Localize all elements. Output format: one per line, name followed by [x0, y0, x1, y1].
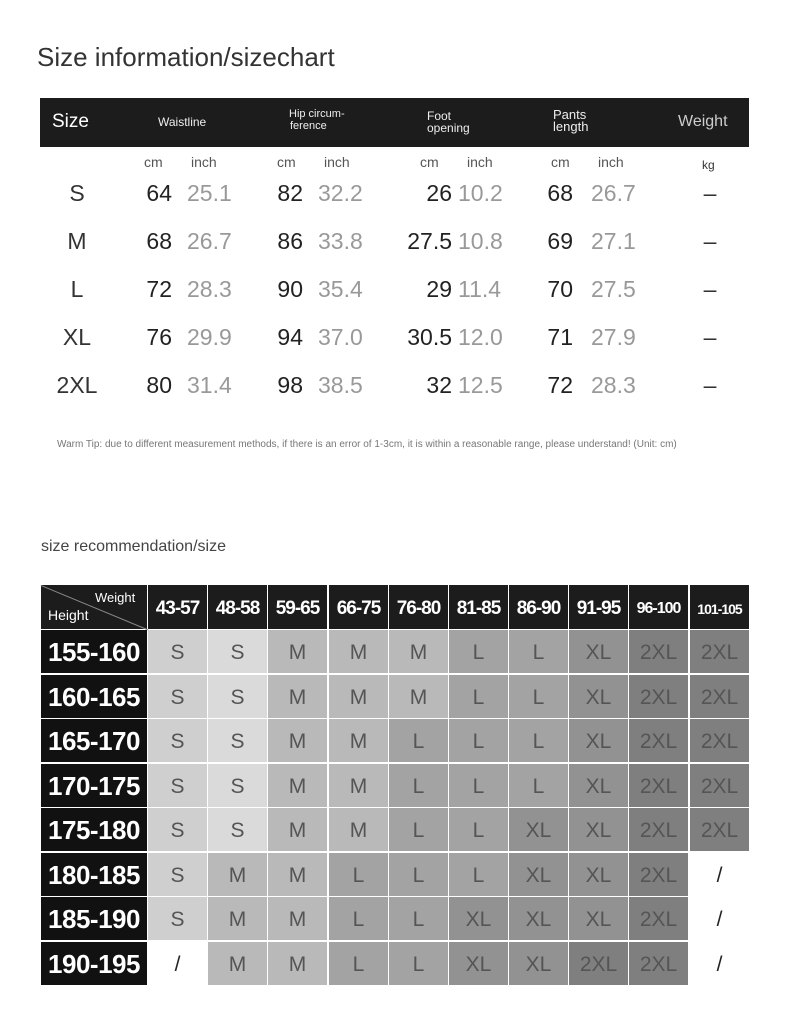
- size-cell: XL: [569, 719, 628, 762]
- warm-tip: Warm Tip: due to different measurement methods, if there is an error of 1-3cm, it is within a reasonable range, please understand! (Unit: cm): [57, 439, 677, 450]
- size-cell: 2XL: [690, 808, 749, 851]
- size-cell: XL: [569, 808, 628, 851]
- header-foot-opening: [427, 110, 487, 134]
- size-cell: L: [329, 942, 388, 985]
- size-cell: M: [208, 853, 267, 896]
- height-header: 155-160: [41, 630, 147, 673]
- height-header: 175-180: [41, 808, 147, 851]
- size-cell: L: [509, 675, 568, 718]
- weight-header: 101-105: [690, 585, 749, 629]
- size-cell: S: [208, 630, 267, 673]
- size-cell: S: [208, 719, 267, 762]
- weight-header: 86-90: [509, 585, 568, 629]
- size-chart-title: Size information/sizechart: [37, 42, 335, 72]
- row-foot-cm: 26: [426, 180, 452, 206]
- row-size: 2XL: [56, 372, 98, 398]
- row-weight: –: [703, 372, 717, 398]
- size-cell: S: [148, 853, 207, 896]
- size-cell: L: [449, 808, 508, 851]
- row-pants-cm: 72: [547, 372, 573, 398]
- size-cell: 2XL: [629, 897, 688, 940]
- recommendation-title: size recommendation/size: [41, 538, 226, 555]
- size-cell: 2XL: [569, 942, 628, 985]
- corner-weight-label: Weight: [95, 590, 136, 605]
- header-pants-length: [553, 109, 613, 133]
- size-cell: S: [148, 764, 207, 807]
- weight-header: 48-58: [208, 585, 267, 629]
- row-waist-cm: 76: [146, 324, 172, 350]
- size-cell: L: [449, 764, 508, 807]
- size-cell: /: [690, 897, 749, 940]
- size-cell: L: [449, 719, 508, 762]
- size-cell: M: [268, 808, 327, 851]
- row-pants-cm: 71: [547, 324, 573, 350]
- row-pants-cm: 68: [547, 180, 573, 206]
- size-cell: M: [268, 942, 327, 985]
- row-waist-cm: 72: [146, 276, 172, 302]
- row-foot-cm: 27.5: [407, 228, 452, 254]
- row-weight: –: [703, 276, 717, 302]
- size-cell: 2XL: [690, 675, 749, 718]
- row-weight: –: [703, 180, 717, 206]
- size-cell: /: [690, 942, 749, 985]
- header-size: Size: [52, 111, 89, 132]
- row-hip-inch: 33.8: [318, 228, 363, 254]
- size-cell: M: [329, 808, 388, 851]
- row-weight: –: [703, 228, 717, 254]
- row-hip-cm: 98: [277, 372, 303, 398]
- header-pants-line1: Pants: [553, 107, 587, 122]
- size-cell: L: [329, 897, 388, 940]
- weight-header: 43-57: [148, 585, 207, 629]
- row-size: S: [69, 180, 85, 206]
- row-hip-inch: 32.2: [318, 180, 363, 206]
- size-cell: XL: [569, 675, 628, 718]
- size-cell: S: [208, 808, 267, 851]
- row-pants-inch: 26.7: [591, 180, 636, 206]
- row-hip-cm: 94: [277, 324, 303, 350]
- size-cell: XL: [449, 942, 508, 985]
- size-chart-header: [40, 98, 749, 147]
- height-header: 170-175: [41, 764, 147, 807]
- row-foot-cm: 30.5: [407, 324, 452, 350]
- size-cell: XL: [569, 764, 628, 807]
- size-cell: L: [389, 897, 448, 940]
- weight-header: 81-85: [449, 585, 508, 629]
- row-waist-cm: 64: [146, 180, 172, 206]
- row-waist-inch: 29.9: [187, 324, 232, 350]
- row-waist-inch: 26.7: [187, 228, 232, 254]
- size-cell: L: [449, 675, 508, 718]
- row-size: XL: [62, 324, 92, 350]
- weight-header: 96-100: [629, 585, 688, 629]
- row-hip-cm: 90: [277, 276, 303, 302]
- unit-hip-inch: inch: [324, 154, 350, 170]
- size-cell: 2XL: [629, 808, 688, 851]
- size-cell: XL: [569, 630, 628, 673]
- size-cell: S: [148, 719, 207, 762]
- weight-header: 66-75: [329, 585, 388, 629]
- row-pants-inch: 27.9: [591, 324, 636, 350]
- unit-waist-inch: inch: [191, 154, 217, 170]
- row-foot-inch: 12.5: [458, 372, 503, 398]
- unit-foot-inch: inch: [467, 154, 493, 170]
- size-cell: M: [208, 897, 267, 940]
- height-header: 185-190: [41, 897, 147, 940]
- size-cell: L: [449, 630, 508, 673]
- size-cell: /: [148, 942, 207, 985]
- size-cell: M: [329, 719, 388, 762]
- header-hip-line2: ference: [290, 120, 327, 132]
- size-cell: M: [268, 630, 327, 673]
- row-pants-inch: 28.3: [591, 372, 636, 398]
- size-cell: 2XL: [629, 630, 688, 673]
- row-hip-inch: 35.4: [318, 276, 363, 302]
- size-cell: M: [389, 630, 448, 673]
- header-weight: Weight: [678, 113, 728, 130]
- size-cell: 2XL: [690, 630, 749, 673]
- size-cell: M: [208, 942, 267, 985]
- size-cell: XL: [569, 897, 628, 940]
- row-foot-cm: 32: [426, 372, 452, 398]
- row-waist-inch: 31.4: [187, 372, 232, 398]
- row-hip-inch: 37.0: [318, 324, 363, 350]
- size-cell: M: [329, 675, 388, 718]
- size-cell: /: [690, 853, 749, 896]
- size-cell: L: [389, 853, 448, 896]
- height-header: 160-165: [41, 675, 147, 718]
- weight-header: 59-65: [268, 585, 327, 629]
- row-size: M: [67, 228, 87, 254]
- size-cell: 2XL: [629, 942, 688, 985]
- header-hip: [289, 108, 359, 132]
- size-cell: S: [208, 764, 267, 807]
- size-cell: XL: [509, 897, 568, 940]
- row-foot-inch: 11.4: [458, 276, 502, 302]
- row-pants-cm: 70: [547, 276, 573, 302]
- size-cell: M: [268, 764, 327, 807]
- size-cell: L: [509, 719, 568, 762]
- size-cell: L: [389, 764, 448, 807]
- unit-hip-cm: cm: [277, 154, 296, 170]
- size-cell: M: [268, 719, 327, 762]
- row-hip-inch: 38.5: [318, 372, 363, 398]
- unit-weight-kg: kg: [702, 158, 715, 172]
- row-waist-inch: 28.3: [187, 276, 232, 302]
- header-hip-line1: Hip circum-: [289, 108, 345, 120]
- weight-header: 76-80: [389, 585, 448, 629]
- size-cell: M: [268, 675, 327, 718]
- height-header: 190-195: [41, 942, 147, 985]
- size-cell: L: [509, 630, 568, 673]
- row-pants-inch: 27.1: [591, 228, 636, 254]
- height-header: 180-185: [41, 853, 147, 896]
- header-pants-line2: length: [553, 119, 589, 134]
- row-hip-cm: 82: [277, 180, 303, 206]
- size-cell: M: [268, 853, 327, 896]
- size-cell: 2XL: [629, 764, 688, 807]
- size-cell: 2XL: [629, 853, 688, 896]
- size-cell: L: [509, 764, 568, 807]
- size-cell: XL: [569, 853, 628, 896]
- row-waist-cm: 80: [146, 372, 172, 398]
- size-cell: XL: [509, 942, 568, 985]
- size-cell: S: [148, 675, 207, 718]
- size-cell: L: [389, 719, 448, 762]
- unit-pants-cm: cm: [551, 154, 570, 170]
- unit-foot-cm: cm: [420, 154, 439, 170]
- size-cell: M: [329, 630, 388, 673]
- size-cell: L: [389, 942, 448, 985]
- row-foot-cm: 29: [426, 276, 452, 302]
- size-cell: XL: [509, 853, 568, 896]
- grid-corner: [41, 585, 147, 629]
- size-cell: XL: [449, 897, 508, 940]
- size-cell: L: [449, 853, 508, 896]
- size-cell: L: [389, 808, 448, 851]
- size-cell: 2XL: [690, 719, 749, 762]
- header-foot-line1: Foot: [427, 109, 452, 123]
- size-cell: XL: [509, 808, 568, 851]
- unit-pants-inch: inch: [598, 154, 624, 170]
- row-foot-inch: 12.0: [458, 324, 503, 350]
- row-waist-cm: 68: [146, 228, 172, 254]
- size-cell: L: [329, 853, 388, 896]
- unit-waist-cm: cm: [144, 154, 163, 170]
- size-cell: M: [268, 897, 327, 940]
- row-pants-inch: 27.5: [591, 276, 636, 302]
- size-cell: 2XL: [690, 764, 749, 807]
- row-pants-cm: 69: [547, 228, 573, 254]
- size-cell: S: [148, 897, 207, 940]
- height-header: 165-170: [41, 719, 147, 762]
- row-foot-inch: 10.8: [458, 228, 503, 254]
- size-cell: M: [329, 764, 388, 807]
- size-cell: S: [148, 808, 207, 851]
- row-hip-cm: 86: [277, 228, 303, 254]
- size-cell: 2XL: [629, 675, 688, 718]
- row-weight: –: [703, 324, 717, 350]
- header-waistline: Waistline: [158, 115, 207, 129]
- weight-header: 91-95: [569, 585, 628, 629]
- row-foot-inch: 10.2: [458, 180, 503, 206]
- row-size: L: [70, 276, 84, 302]
- size-cell: S: [208, 675, 267, 718]
- header-foot-line2: opening: [427, 121, 470, 135]
- row-waist-inch: 25.1: [187, 180, 232, 206]
- size-cell: S: [148, 630, 207, 673]
- corner-height-label: Height: [48, 607, 89, 623]
- size-cell: M: [389, 675, 448, 718]
- size-cell: 2XL: [629, 719, 688, 762]
